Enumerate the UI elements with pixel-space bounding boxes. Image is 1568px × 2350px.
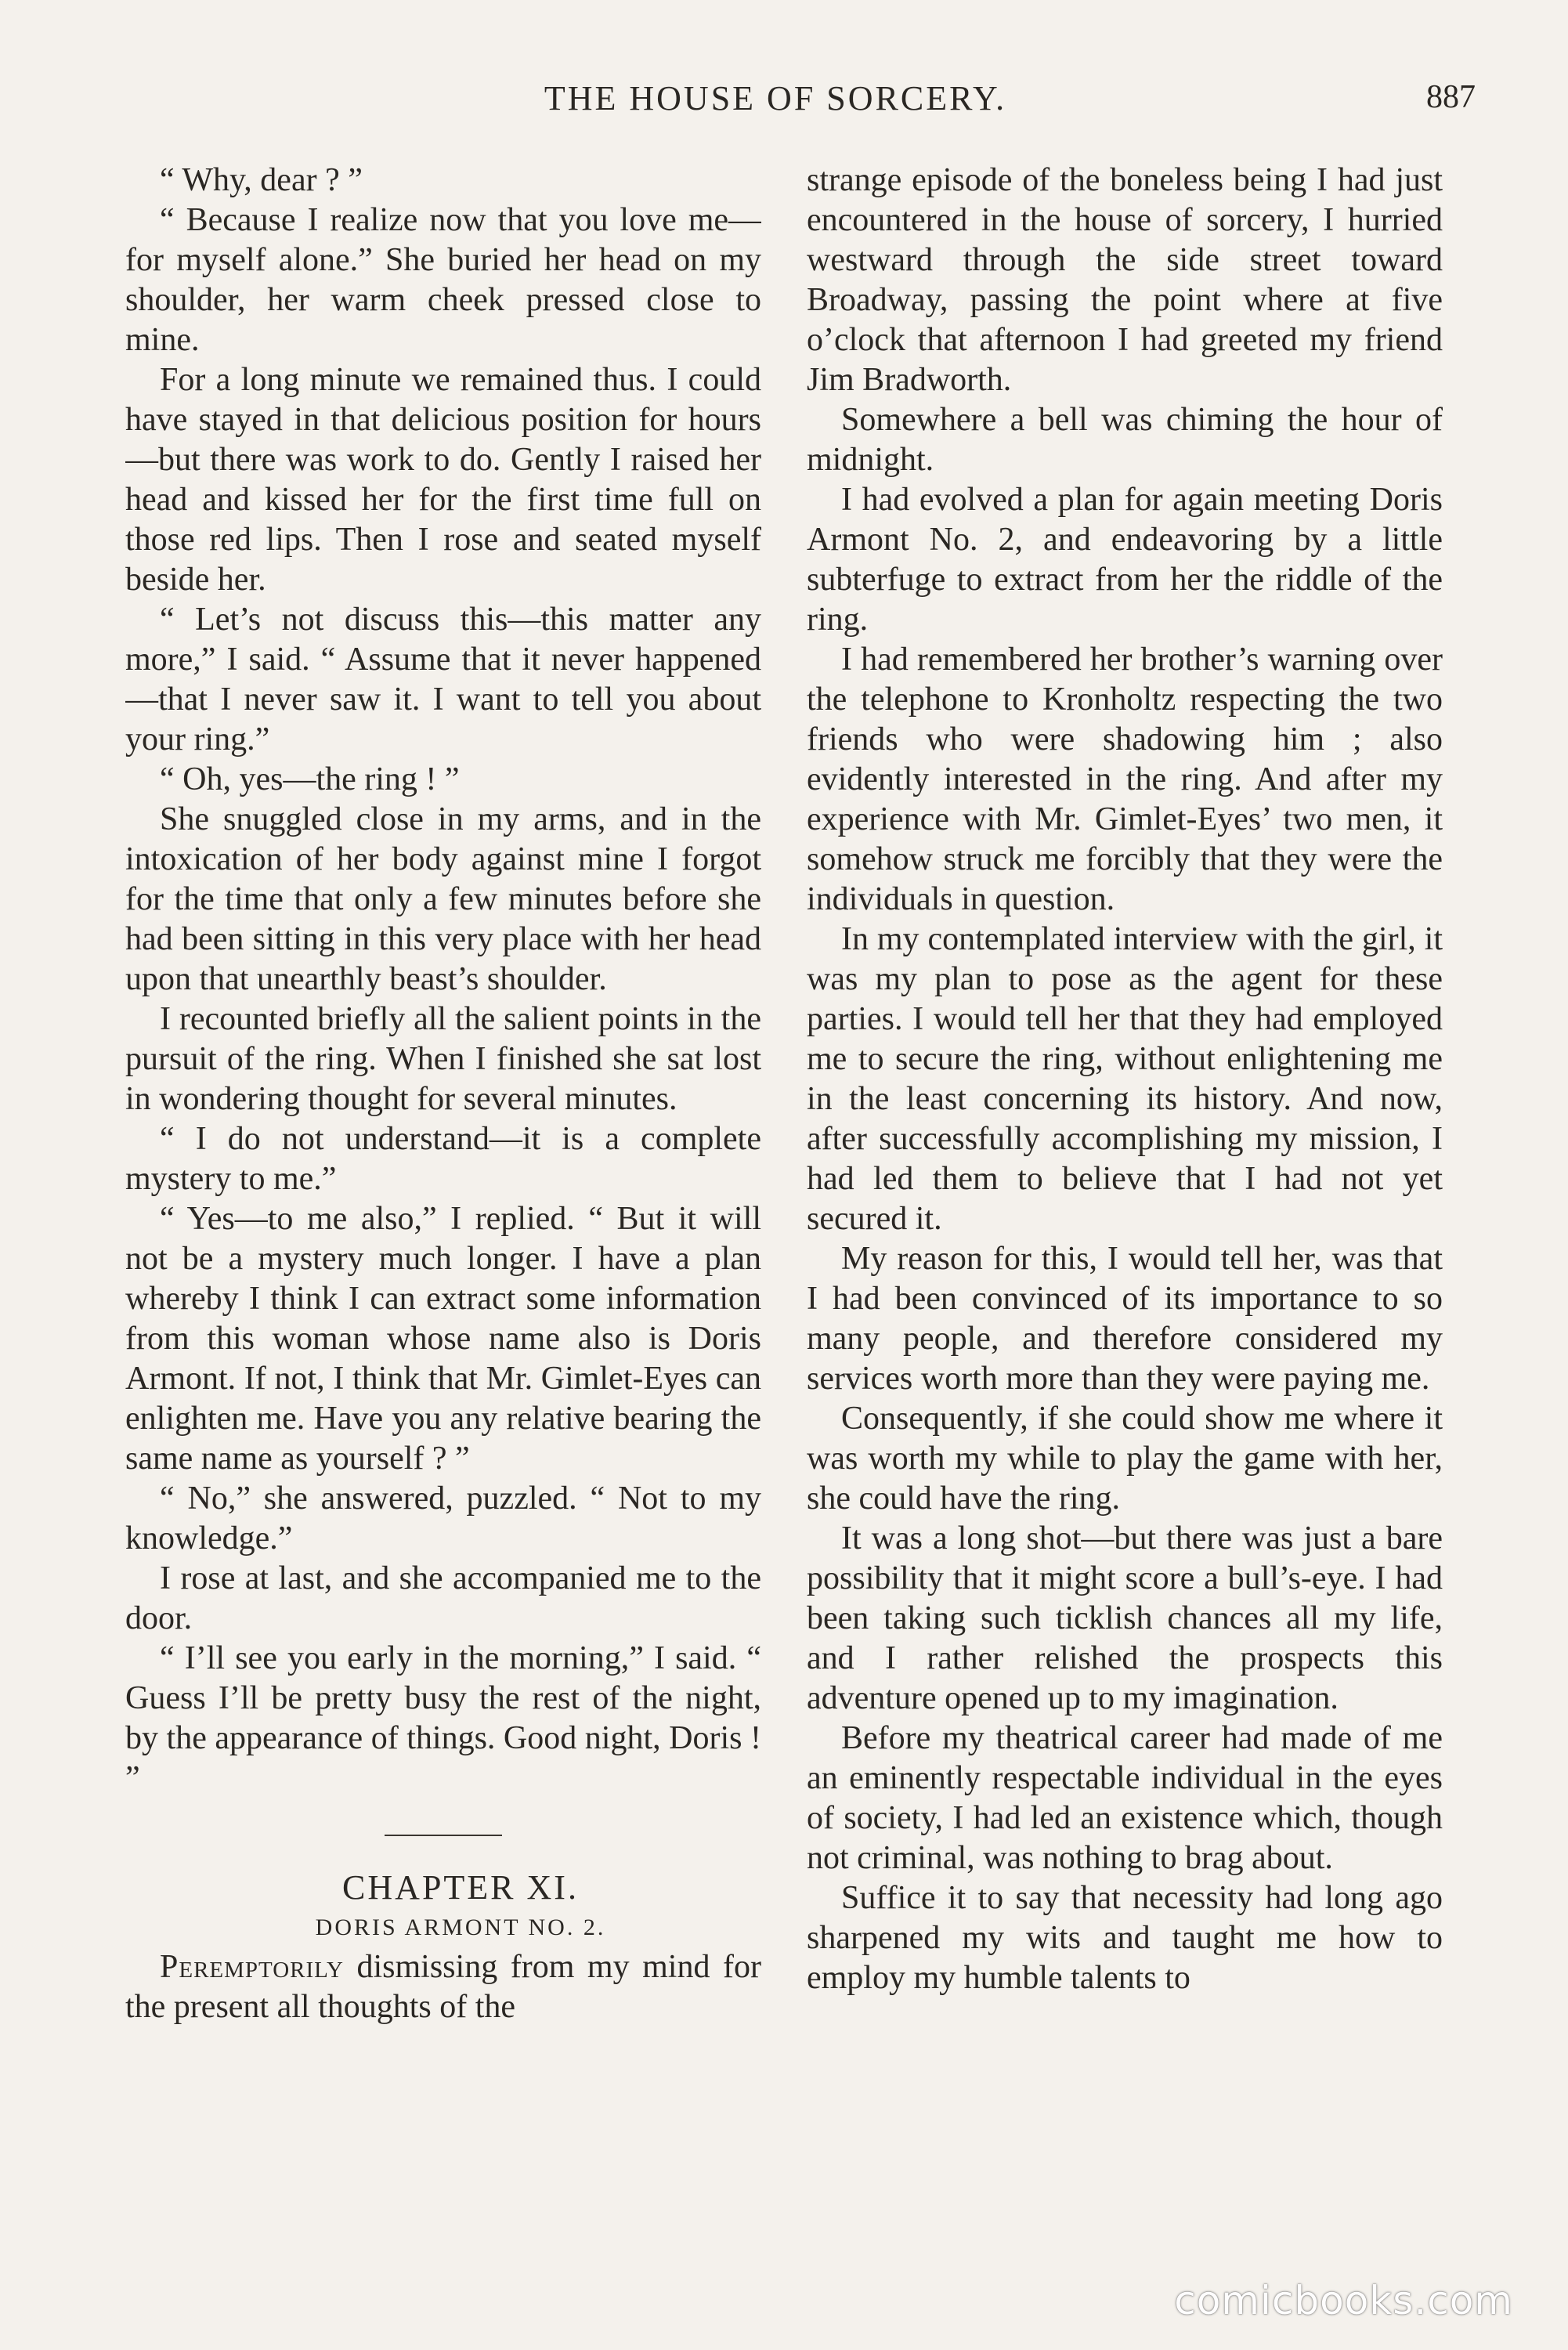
paragraph: “ No,” she answered, puzzled. “ Not to my knowledge.” [125, 1480, 761, 1556]
opening-word: Peremptorily [160, 1949, 344, 1985]
paragraph: Before my theatrical career had made of me an eminently respectable individual in the eyes of society, I had led an existence which, though not criminal, was nothing to brag about. [807, 1720, 1443, 1876]
paragraph: “ Yes—to me also,” I replied. “ But it will not be a mystery much longer. I have a plan whereby I think I can extract some information from this woman whose name also is Doris Armont. If not, I think that Mr. Gimlet-Eyes can enlighten me. Have you any relative bearing the same name as yourself ? ” [125, 1201, 761, 1477]
right-column [807, 161, 1443, 2276]
chapter-title: CHAPTER XI. [342, 1868, 579, 1907]
page-header [0, 78, 1568, 125]
paragraph-continued: strange episode of the boneless being I had just encountered in the house of sorcery, I hurried westward through the side street toward Broadway, passing the point where at five o’clock that afternoon I had greeted my friend Jim Bradworth. [807, 162, 1443, 398]
paragraph: It was a long shot—but there was just a bare possibility that it might score a bull’s-eye. I had been taking such ticklish chances all my life, and I rather relished the prospects this adventure opened up to my imagination. [807, 1520, 1443, 1716]
chapter-opening-paragraph [125, 1947, 761, 2027]
paragraph: Consequently, if she could show me where it was worth my while to play the game with her, she could have the ring. [807, 1401, 1443, 1517]
left-column [125, 161, 761, 2276]
paragraph: “ I’ll see you early in the morning,” I said. “ Guess I’ll be pretty busy the rest of the night, by the appearance of things. Good night, Doris ! ” [125, 1640, 761, 1796]
paragraph: I rose at last, and she accompanied me to the door. [125, 1560, 761, 1636]
paragraph: “ I do not understand—it is a complete mystery to me.” [125, 1121, 761, 1197]
opening-text: dismissing from my mind for the present all thoughts of the [125, 1949, 761, 2025]
paragraph: Suffice it to say that necessity had long ago sharpened my wits and taught me how to employ my humble talents to [807, 1880, 1443, 1996]
paragraph: I recounted briefly all the salient points in the pursuit of the ring. When I finished she sat lost in wondering thought for several minutes. [125, 1001, 761, 1117]
paragraph: “ Why, dear ? ” [160, 162, 363, 198]
paragraph: “ Because I realize now that you love me—for myself alone.” She buried her head on my shoulder, her warm cheek pressed close to mine. [125, 202, 761, 358]
paragraph: She snuggled close in my arms, and in the intoxication of her body against mine I forgot for the time that only a few minutes before she had been sitting in this very place with her head upon that unearthly beast’s shoulder. [125, 801, 761, 997]
paragraph: I had evolved a plan for again meeting Doris Armont No. 2, and endeavoring by a little subterfuge to extract from her the riddle of the ring. [807, 482, 1443, 638]
paragraph: In my contemplated interview with the girl, it was my plan to pose as the agent for these parties. I would tell her that they had employed me to secure the ring, without enlightening me in the least concerning its history. And now, after successfully accomplishing my mission, I had led them to believe that I had not yet secured it. [807, 921, 1443, 1237]
paragraph: “ Let’s not discuss this—this matter any more,” I said. “ Assume that it never happened—that I never saw it. I want to tell you about your ring.” [125, 602, 761, 757]
paragraph: For a long minute we remained thus. I could have stayed in that delicious position for hours—but there was work to do. Gently I raised her head and kissed her for the first time full on those red lips. Then I rose and seated myself beside her. [125, 362, 761, 598]
paragraph: My reason for this, I would tell her, was that I had been convinced of its importance to so many people, and therefore considered my services worth more than they were paying me. [807, 1241, 1443, 1397]
paragraph: I had remembered her brother’s warning over the telephone to Kronholtz respecting the two friends who were shadowing him ; also evidently interested in the ring. And after my experience with Mr. Gimlet-Eyes’ two men, it somehow struck me forcibly that they were the individuals in question. [807, 642, 1443, 917]
page-number: 887 [1426, 79, 1476, 115]
paragraph: “ Oh, yes—the ring ! ” [160, 761, 460, 797]
paragraph: Somewhere a bell was chiming the hour of midnight. [807, 402, 1443, 478]
chapter-subtitle: DORIS ARMONT NO. 2. [315, 1914, 606, 1940]
running-title: THE HOUSE OF SORCERY. [544, 79, 1007, 118]
section-divider [385, 1835, 502, 1836]
site-watermark: comicbooks.com [1174, 2278, 1513, 2323]
